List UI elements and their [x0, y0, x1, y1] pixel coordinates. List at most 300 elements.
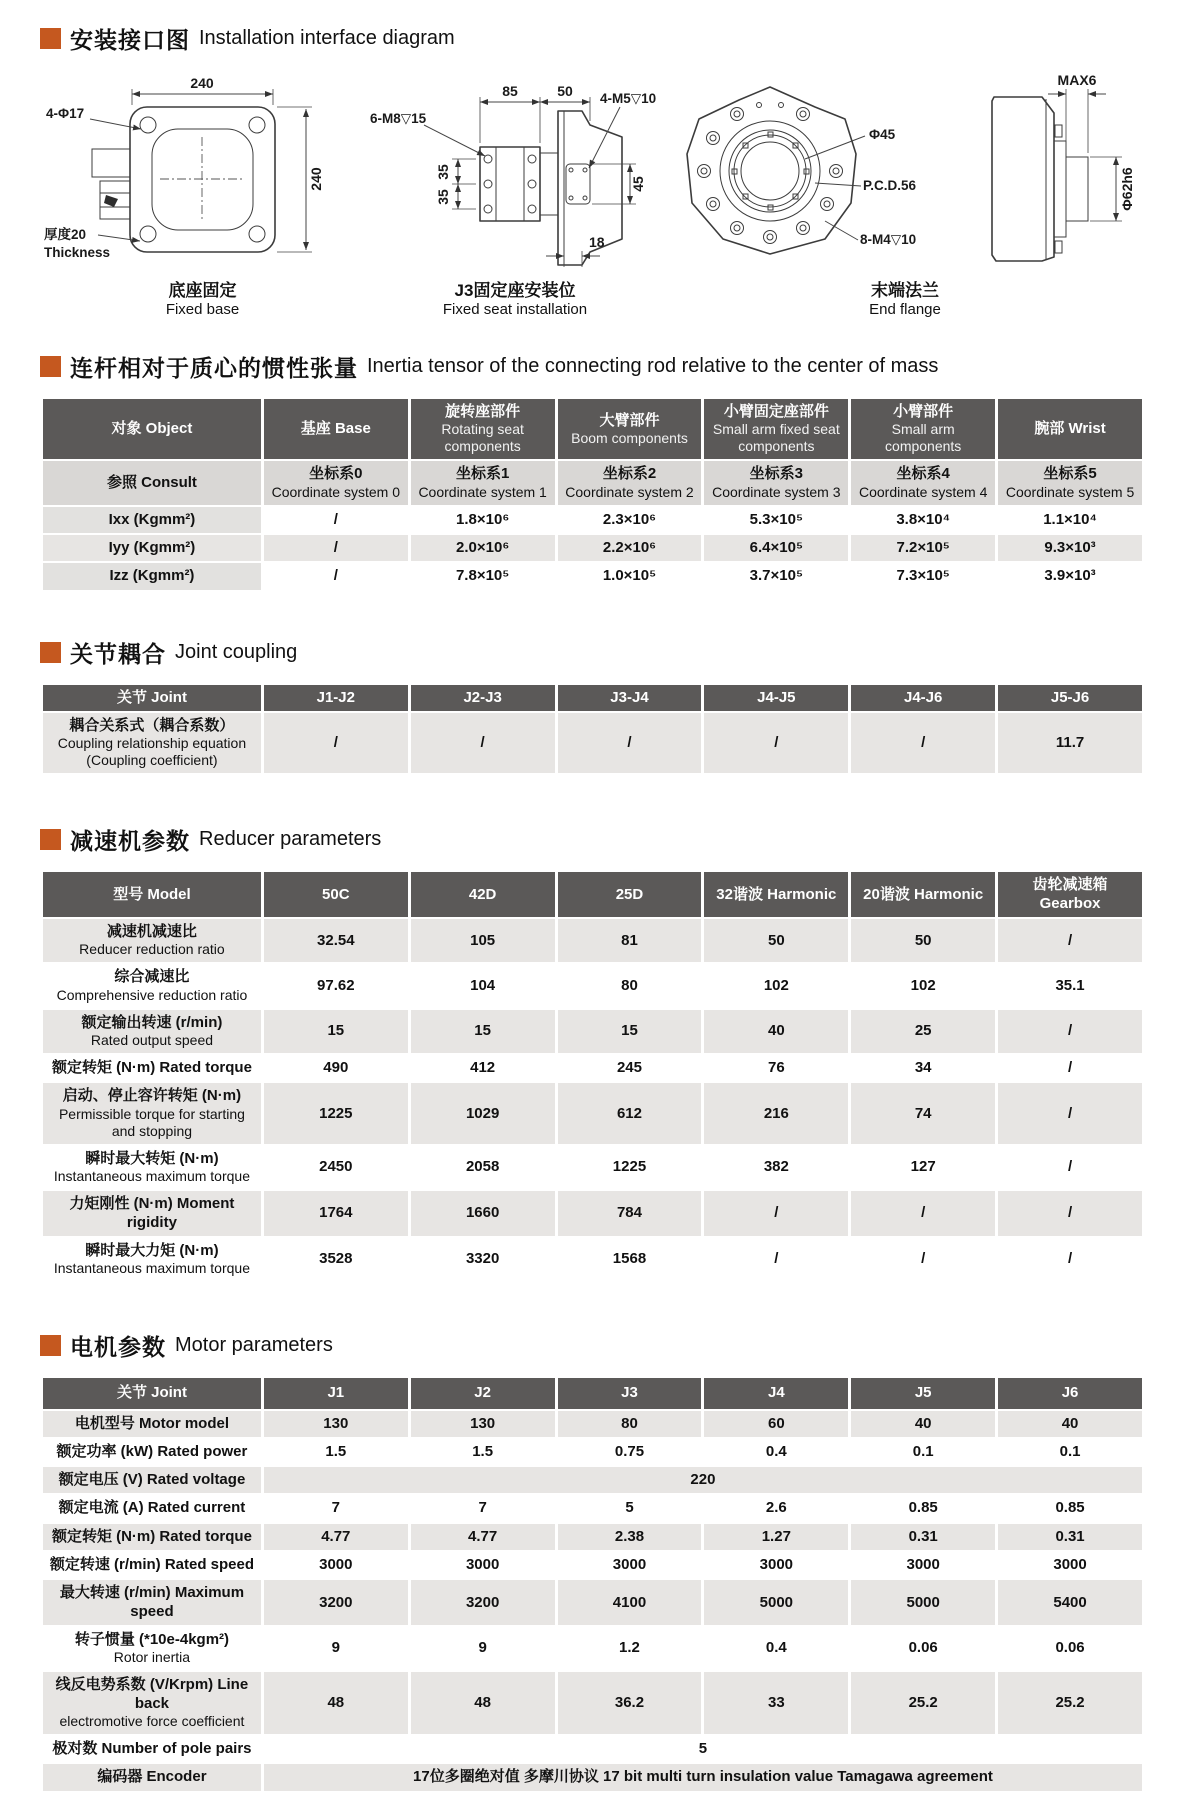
cell-line: Coordinate system 3 [712, 483, 841, 500]
section-title-cn: 电机参数 [70, 1334, 166, 1361]
dim-45: 45 [629, 176, 646, 192]
cell-line: 33 [767, 1694, 785, 1712]
value-cell [851, 1552, 995, 1578]
section-bullet-icon [40, 1335, 61, 1356]
cell-line: 额定电流 (A) Rated current [58, 1499, 246, 1517]
table-row [43, 713, 1142, 773]
cell-line: 齿轮减速箱 Gearbox [1032, 876, 1108, 912]
cell-line: 0.06 [908, 1639, 938, 1657]
cell-line: 0.75 [614, 1442, 645, 1460]
cell-line: 7.3×10⁵ [896, 567, 950, 585]
cell-line: 0.1 [1059, 1442, 1081, 1460]
cell-line: 1660 [465, 1204, 500, 1222]
caption-en: Fixed seat installation [442, 301, 588, 319]
end-flange-front-drawing [687, 87, 865, 254]
cell-line: 130 [470, 1414, 496, 1432]
cell-line: 关节 Joint [116, 688, 187, 706]
cell-line: 32谐波 Harmonic [716, 885, 837, 903]
row-label-cell [43, 1411, 261, 1437]
cell-line: 382 [763, 1158, 789, 1176]
cell-line: Rated output speed [90, 1032, 214, 1049]
cell-line: 7 [331, 1499, 340, 1517]
value-cell [704, 1191, 848, 1236]
value-cell [851, 1411, 995, 1437]
column-header-cell [411, 872, 555, 917]
cell-line: 105 [470, 931, 496, 949]
cell-line: 坐标系0 [309, 465, 363, 483]
cell-line: 启动、停止容许转矩 (N·m) [62, 1087, 242, 1105]
cell-line: 0.31 [908, 1527, 938, 1545]
column-header-cell [43, 1378, 261, 1408]
dim-240-width: 240 [190, 75, 214, 91]
value-cell [998, 535, 1142, 561]
cell-line: Reducer reduction ratio [79, 941, 225, 958]
value-cell [851, 1672, 995, 1734]
cell-line: 2.6 [765, 1499, 787, 1517]
value-cell [558, 1238, 702, 1281]
value-cell [704, 1672, 848, 1734]
fixed-base-diagram [40, 69, 365, 274]
dim-35a: 35 [434, 164, 451, 180]
section-title-cn: 关节耦合 [70, 640, 166, 667]
column-header-cell [704, 685, 848, 711]
cell-line: 坐标系3 [749, 465, 803, 483]
table-header-row [43, 1378, 1142, 1408]
cell-line: Instantaneous maximum torque [53, 1168, 250, 1185]
cell-line: 极对数 Number of pole pairs [52, 1740, 252, 1757]
cell-line: 2.0×10⁶ [456, 539, 510, 557]
cell-line: Instantaneous maximum torque [53, 1260, 250, 1277]
value-cell [264, 1764, 1142, 1790]
cell-line: 1.5 [325, 1442, 347, 1460]
cell-line: 0.4 [765, 1639, 787, 1657]
cell-line: 36.2 [614, 1694, 645, 1712]
table-row [43, 1238, 1142, 1281]
column-header-cell [851, 1378, 995, 1408]
value-cell [851, 713, 995, 773]
motor-table [40, 1376, 1145, 1792]
value-cell [411, 1439, 555, 1465]
value-cell [704, 1524, 848, 1550]
cell-line: J2 [474, 1384, 491, 1402]
cell-line: J1 [327, 1384, 345, 1402]
value-cell [704, 1083, 848, 1143]
value-cell [704, 1552, 848, 1578]
cell-line: 17位多圈绝对值 多摩川协议 17 bit multi turn insulation value Tamagawa agreement [413, 1768, 993, 1786]
cell-line: 坐标系4 [896, 465, 950, 483]
row-label-cell [43, 1146, 261, 1189]
value-cell [704, 1055, 848, 1081]
table-row [43, 1524, 1142, 1550]
value-cell [851, 1083, 995, 1143]
value-cell [851, 1524, 995, 1550]
caption-cn: 底座固定 [168, 281, 237, 300]
cell-line: 3000 [612, 1556, 647, 1574]
value-cell [264, 1238, 408, 1281]
value-cell [998, 507, 1142, 533]
value-cell [998, 1672, 1142, 1734]
cell-line: 490 [323, 1059, 349, 1077]
column-header-cell [264, 399, 408, 459]
value-cell [851, 964, 995, 1007]
value-cell [558, 713, 702, 773]
row-label-cell [43, 507, 261, 533]
value-cell [704, 461, 848, 504]
cell-line: 额定电压 (V) Rated voltage [58, 1471, 246, 1489]
value-cell [264, 1146, 408, 1189]
table-row [43, 964, 1142, 1007]
label-thickness-cn: 厚度20 [44, 227, 87, 242]
cell-line: 1.8×10⁶ [456, 510, 510, 528]
bolt-holes [698, 103, 843, 244]
value-cell [998, 1524, 1142, 1550]
coupling-table [40, 683, 1145, 776]
value-cell [411, 1552, 555, 1578]
value-cell [411, 1524, 555, 1550]
cell-line: 0.31 [1055, 1527, 1085, 1545]
cell-line: J4 [767, 1384, 785, 1402]
cell-line: 25.2 [1055, 1694, 1085, 1712]
cell-line: 额定转矩 (N·m) Rated torque [51, 1527, 252, 1545]
cell-line: 0.1 [912, 1442, 934, 1460]
column-header-cell [558, 872, 702, 917]
row-label-cell [43, 1627, 261, 1670]
value-cell [851, 1238, 995, 1281]
cell-line: 额定转矩 (N·m) Rated torque [51, 1059, 252, 1077]
cell-line: 额定功率 (kW) Rated power [56, 1442, 248, 1460]
table-row [43, 1580, 1142, 1625]
dim-85: 85 [501, 83, 518, 99]
value-cell [704, 1439, 848, 1465]
end-flange-side-drawing [992, 89, 1122, 261]
section-bullet-icon [40, 356, 61, 377]
cell-line: 1.2 [619, 1639, 640, 1657]
cell-line: 245 [616, 1059, 642, 1077]
value-cell [704, 1146, 848, 1189]
row-label-cell [43, 1439, 261, 1465]
cell-line: 7 [478, 1499, 487, 1517]
dim-50: 50 [556, 83, 573, 99]
row-label-cell [43, 964, 261, 1007]
cell-line: (Coupling coefficient) [86, 752, 218, 769]
table-row [43, 1055, 1142, 1081]
cell-line: 9 [331, 1639, 340, 1657]
value-cell [411, 563, 555, 589]
value-cell [851, 1439, 995, 1465]
column-header-cell [558, 685, 702, 711]
value-cell [558, 1191, 702, 1236]
value-cell [998, 1010, 1142, 1053]
row-label-cell [43, 1191, 261, 1236]
cell-line: 3200 [319, 1593, 353, 1611]
fixed-base-diagram-group [40, 69, 365, 320]
cell-line: 15 [474, 1022, 491, 1040]
cell-line: Ixx (Kgmm²) [108, 510, 196, 528]
cell-line: 7.2×10⁵ [896, 539, 950, 557]
value-cell [411, 964, 555, 1007]
row-label-cell [43, 1672, 261, 1734]
cell-line: 额定转速 (r/min) Rated speed [49, 1556, 255, 1574]
caption-en: End flange [869, 301, 941, 319]
value-cell [558, 507, 702, 533]
value-cell [998, 1439, 1142, 1465]
value-cell [411, 1191, 555, 1236]
cell-line: Coordinate system 5 [1005, 483, 1135, 500]
cell-line: 48 [327, 1694, 345, 1712]
table-row [43, 535, 1142, 561]
value-cell [411, 1010, 555, 1053]
section-header-install [40, 22, 1145, 55]
value-cell [998, 1191, 1142, 1236]
value-cell [704, 563, 848, 589]
column-header-cell [998, 872, 1142, 917]
value-cell [998, 1552, 1142, 1578]
section-title-cn: 连杆相对于质心的惯性张量 [70, 355, 358, 381]
cell-line: 5 [698, 1740, 708, 1757]
cell-line: 4100 [612, 1593, 647, 1611]
cell-line: 4.77 [321, 1527, 351, 1545]
cell-line: 3.7×10⁵ [749, 567, 803, 585]
value-cell [558, 1495, 702, 1521]
value-cell [264, 1580, 408, 1625]
cell-line: Small arm fixed seat [712, 421, 840, 438]
table-header-row [43, 872, 1142, 917]
cell-line: J5-J6 [1050, 688, 1090, 706]
value-cell [264, 1672, 408, 1734]
cell-line: 坐标系1 [455, 465, 510, 483]
value-cell [264, 1495, 408, 1521]
cell-line: / [1067, 1022, 1073, 1040]
value-cell [998, 1146, 1142, 1189]
value-cell [264, 713, 408, 773]
table-row [43, 461, 1142, 504]
cell-line: 81 [621, 931, 638, 949]
section-title-en: Motor parameters [175, 1334, 333, 1357]
cell-line: J2-J3 [463, 688, 502, 706]
cell-line: 3000 [319, 1556, 353, 1574]
value-cell [411, 1411, 555, 1437]
cell-line: / [333, 734, 338, 752]
cell-line: 1568 [612, 1250, 647, 1268]
value-cell [264, 1736, 1142, 1762]
column-header-cell [998, 1378, 1142, 1408]
cell-line: Coordinate system 0 [271, 483, 400, 500]
table-row [43, 1411, 1142, 1437]
value-cell [998, 1495, 1142, 1521]
value-cell [264, 1627, 408, 1670]
cell-line: 关节 Joint [116, 1384, 187, 1402]
caption-en: Fixed base [165, 301, 240, 319]
cell-line: 5000 [759, 1593, 794, 1611]
cell-line: Rotating seat [441, 421, 524, 438]
cell-line: 2450 [319, 1158, 353, 1176]
cell-line: / [774, 1204, 779, 1222]
cell-line: 7.8×10⁵ [455, 567, 510, 585]
value-cell [998, 1055, 1142, 1081]
cell-line: / [921, 1250, 926, 1268]
table-row [43, 507, 1142, 533]
cell-line: J6 [1061, 1384, 1079, 1402]
value-cell [998, 1627, 1142, 1670]
cell-line: Izz (Kgmm²) [109, 567, 195, 585]
cell-line: Coordinate system 1 [418, 483, 547, 500]
value-cell [851, 461, 995, 504]
cell-line: 编码器 Encoder [97, 1768, 207, 1786]
cell-line: 40 [767, 1022, 785, 1040]
cell-line: 5.3×10⁵ [749, 510, 803, 528]
cell-line: 1225 [319, 1104, 353, 1122]
value-cell [264, 507, 408, 533]
value-cell [558, 1580, 702, 1625]
value-cell [558, 1672, 702, 1734]
cell-line: 9 [478, 1639, 487, 1657]
cell-line: 5 [625, 1499, 634, 1517]
cell-line: Permissible torque for starting [58, 1105, 245, 1122]
label-max6: MAX6 [1057, 72, 1097, 88]
installation-diagrams [40, 69, 1145, 320]
cell-line: J3-J4 [610, 688, 649, 706]
value-cell [851, 1055, 995, 1081]
section-header-inertia [40, 350, 1145, 383]
value-cell [264, 535, 408, 561]
fixed-base-caption [166, 280, 239, 320]
row-label-cell [43, 1055, 261, 1081]
section-title-en: Joint coupling [175, 640, 298, 663]
row-label-cell [43, 1552, 261, 1578]
table-row [43, 1191, 1142, 1236]
cell-line: 15 [621, 1022, 638, 1040]
cell-line: / [1067, 1204, 1073, 1222]
row-label-cell [43, 1238, 261, 1281]
value-cell [851, 535, 995, 561]
cell-line: 2.3×10⁶ [602, 510, 657, 528]
value-cell [264, 1439, 408, 1465]
section-title-cn: 安装接口图 [70, 27, 190, 53]
table-row [43, 1736, 1142, 1762]
cell-line: 3528 [319, 1250, 353, 1268]
cell-line: 电机型号 Motor model [74, 1414, 230, 1432]
row-label-cell [43, 1764, 261, 1790]
value-cell [411, 1627, 555, 1670]
row-label-cell [43, 1495, 261, 1521]
value-cell [264, 1191, 408, 1236]
column-header-cell [43, 872, 261, 917]
value-cell [704, 1238, 848, 1281]
section-bullet-icon [40, 829, 61, 850]
value-cell [558, 1524, 702, 1550]
value-cell [558, 461, 702, 504]
cell-line: 127 [910, 1158, 936, 1176]
value-cell [411, 1146, 555, 1189]
row-label-cell [43, 1736, 261, 1762]
cell-line: 60 [767, 1414, 785, 1432]
cell-line: 784 [616, 1204, 642, 1222]
cell-line: / [333, 567, 338, 585]
label-phi45: Φ45 [869, 127, 896, 142]
value-cell [558, 1411, 702, 1437]
j3-seat-caption [443, 280, 587, 320]
cell-line: 25.2 [908, 1694, 938, 1712]
section-title-en: Installation interface diagram [199, 27, 455, 49]
cell-line: 5400 [1053, 1593, 1087, 1611]
cell-line: 9.3×10³ [1044, 539, 1096, 557]
value-cell [704, 1580, 848, 1625]
section-header-coupling [40, 636, 1145, 669]
value-cell [264, 919, 408, 962]
j3-seat-diagram [368, 69, 663, 274]
value-cell [411, 1055, 555, 1081]
cell-line: 1225 [612, 1158, 647, 1176]
column-header-cell [411, 685, 555, 711]
cell-line: Coordinate system 2 [565, 483, 694, 500]
cell-line: 612 [616, 1104, 642, 1122]
cell-line: / [333, 539, 338, 557]
cell-line: 1029 [465, 1104, 500, 1122]
cell-line: 102 [763, 976, 789, 994]
cell-line: Comprehensive reduction ratio [56, 986, 248, 1003]
value-cell [558, 563, 702, 589]
column-header-cell [704, 1378, 848, 1408]
table-header-row [43, 685, 1142, 711]
cell-line: / [1067, 1104, 1073, 1122]
value-cell [264, 1552, 408, 1578]
value-cell [558, 919, 702, 962]
cell-line: J3 [621, 1384, 638, 1402]
value-cell [851, 1495, 995, 1521]
spec-table [40, 397, 1145, 592]
cell-line: 小臂固定座部件 [723, 403, 829, 420]
value-cell [851, 1627, 995, 1670]
column-header-cell [558, 1378, 702, 1408]
cell-line: Small arm [891, 421, 955, 438]
inertia-table [40, 397, 1145, 592]
cell-line: 综合减速比 [114, 968, 190, 986]
cell-line: 对象 Object [111, 420, 193, 438]
spec-table [40, 683, 1145, 776]
value-cell [704, 1495, 848, 1521]
cell-line: 35.1 [1055, 976, 1085, 994]
cell-line: 瞬时最大力矩 (N·m) [85, 1241, 219, 1259]
table-row [43, 1672, 1142, 1734]
column-header-cell [998, 399, 1142, 459]
value-cell [998, 563, 1142, 589]
value-cell [851, 1191, 995, 1236]
column-header-cell [558, 399, 702, 459]
cell-line: 130 [323, 1414, 349, 1432]
cell-line: 4.77 [468, 1527, 498, 1545]
cell-line: 1764 [319, 1204, 353, 1222]
cell-line: 220 [690, 1471, 716, 1489]
value-cell [558, 1552, 702, 1578]
cell-line: 102 [910, 976, 936, 994]
cell-line: Coordinate system 4 [858, 483, 988, 500]
cell-line: / [1067, 931, 1073, 949]
cell-line: 力矩刚性 (N·m) Moment rigidity [69, 1195, 235, 1231]
cell-line: 50 [767, 931, 785, 949]
cell-line: 参照 Consult [106, 473, 197, 491]
row-label-cell [43, 713, 261, 773]
cell-line: J4-J6 [903, 688, 943, 706]
cell-line: 3000 [759, 1556, 794, 1574]
cell-line: 3200 [465, 1593, 500, 1611]
cell-line: 减速机减速比 [106, 923, 197, 941]
value-cell [998, 964, 1142, 1007]
value-cell [851, 563, 995, 589]
value-cell [411, 1238, 555, 1281]
cell-line: 耦合关系式（耦合系数） [69, 717, 235, 735]
label-6-m8: 6-M8▽15 [369, 111, 426, 126]
cell-line: J1-J2 [316, 688, 355, 706]
